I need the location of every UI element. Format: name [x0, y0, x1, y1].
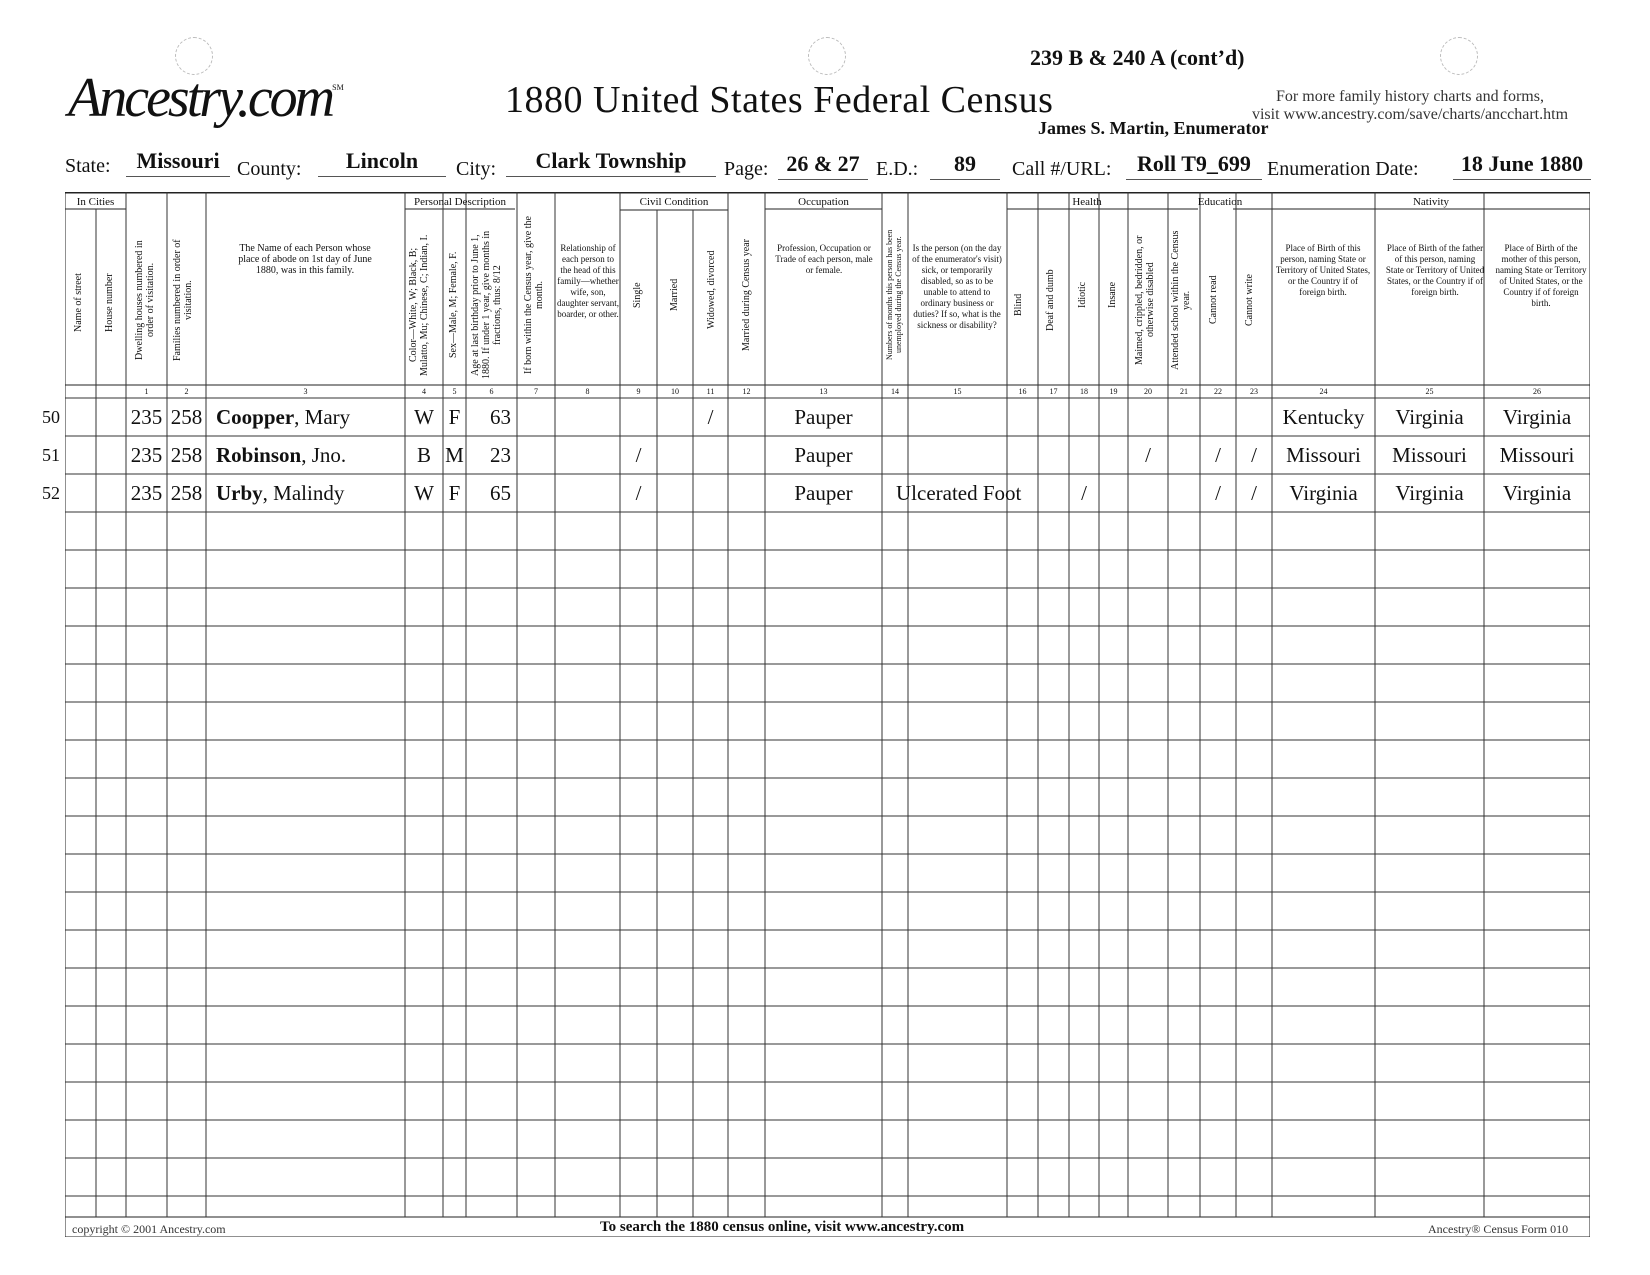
married-mark [657, 474, 693, 512]
page-title: 1880 United States Federal Census [505, 79, 1054, 121]
widowed-mark [693, 474, 728, 512]
cannot-write-mark: / [1251, 481, 1257, 505]
column-number: 8 [585, 387, 590, 396]
age-value: 65 [490, 481, 511, 505]
dwelling-number: 235 [130, 481, 163, 505]
idiotic-mark: / [1081, 481, 1087, 505]
occupation-value: Pauper [794, 405, 853, 429]
column-number: 2 [184, 387, 189, 396]
occupation-value: Pauper [794, 443, 853, 467]
column-number: 18 [1080, 387, 1088, 396]
group-in-cities: In Cities [76, 196, 115, 208]
col-header-5: Sex—Male, M; Female, F. [448, 251, 459, 359]
single-mark [620, 398, 657, 436]
county-label: County: [237, 158, 302, 180]
cannot-read-mark: / [1215, 443, 1221, 467]
line-number: 52 [42, 483, 60, 503]
column-number: 4 [422, 387, 426, 396]
family-number: 258 [170, 481, 203, 505]
column-number: 22 [1214, 387, 1222, 396]
column-number: 26 [1533, 387, 1541, 396]
given-name: , Jno. [301, 443, 347, 467]
page-reference: 239 B & 240 A (cont’d) [1030, 45, 1245, 70]
single-mark: / [635, 443, 642, 467]
married-mark [657, 398, 693, 436]
col-header-11: Widowed, divorced [706, 250, 717, 330]
group-civil-condition: Civil Condition [639, 196, 709, 208]
date-value: 18 June 1880 [1453, 152, 1591, 180]
age-value: 63 [490, 405, 511, 429]
group-education: Education [1197, 196, 1243, 208]
copyright-text: copyright © 2001 Ancestry.com [72, 1222, 226, 1236]
census-grid [65, 192, 1590, 1237]
col-header-1: Dwelling houses numbered in order of visitation. [134, 240, 156, 360]
father-birthplace-value: Virginia [1395, 405, 1464, 429]
column-number: 3 [303, 387, 308, 396]
sickness-value: Ulcerated Foot [896, 481, 1022, 505]
col-header-10: Married [669, 278, 680, 312]
widowed-mark: / [707, 405, 714, 429]
state-value: Missouri [126, 149, 230, 177]
surname: Urby [216, 481, 263, 505]
father-birthplace-value: Missouri [1392, 443, 1467, 467]
birthplace-value: Kentucky [1282, 405, 1365, 429]
cannot-read-mark: / [1215, 481, 1221, 505]
maimed-mark [1128, 474, 1168, 512]
column-number: 7 [534, 387, 538, 396]
city-value: Clark Township [506, 149, 716, 177]
sex-value: F [448, 405, 461, 429]
ancestry-logo: Ancestry.com℠ [68, 67, 344, 129]
col-header-13: Profession, Occupation or Trade of each person, male or female. [775, 243, 873, 275]
column-number: 9 [636, 387, 641, 396]
col-header-14: Numbers of months this person has been unemployed during the Census year. [885, 229, 903, 361]
form-number: Ancestry® Census Form 010 [1428, 1222, 1569, 1236]
column-number: 15 [953, 387, 962, 396]
col-header-20: Maimed, crippled, bedridden, or otherwise disabled [1134, 235, 1156, 365]
dwelling-number: 235 [130, 443, 163, 467]
family-number: 258 [170, 443, 203, 467]
search-promo: To search the 1880 census online, visit www.ancestry.com [600, 1219, 965, 1235]
col-header-2: Families numbered in order of visitation. [172, 239, 194, 361]
color-value: W [414, 481, 434, 505]
date-label: Enumeration Date: [1267, 158, 1419, 180]
color-value: B [416, 443, 431, 467]
col-header-house: House number [104, 273, 115, 332]
page-value: 26 & 27 [778, 152, 868, 180]
county-value: Lincoln [318, 149, 446, 177]
promo-text: For more family history charts and forms, visit www.ancestry.com/save/charts/ancchart.htm [1251, 88, 1569, 123]
father-birthplace-value: Virginia [1395, 481, 1464, 505]
col-header-15: Is the person (on the day of the enumerator's visit) sick, or temporarily disabled, so as to be unable to attend to ordinary business or duties? If so, what is the sickness or disability? [912, 243, 1002, 330]
line-number: 50 [42, 407, 60, 427]
call-label: Call #/URL: [1012, 158, 1112, 180]
birthplace-value: Virginia [1289, 481, 1358, 505]
col-header-9: Single [632, 282, 643, 308]
ed-label: E.D.: [876, 158, 919, 180]
col-header-24: Place of Birth of this person, naming State or Territory of United States, or the Country if of foreign birth. [1275, 243, 1371, 297]
column-number: 11 [706, 387, 715, 396]
surname: Robinson [216, 443, 302, 467]
col-header-4: Color—White, W; Black, B; Mulatto, Mu; Chinese, C; Indian, I. [408, 234, 430, 376]
sex-value: F [448, 481, 461, 505]
col-header-25: Place of Birth of the father of this person, naming State or Territory of United States, or the Country if of foreign birth. [1385, 243, 1485, 297]
enumerator-name: James S. Martin, Enumerator [1038, 118, 1269, 138]
widowed-mark [693, 436, 728, 474]
dwelling-number: 235 [130, 405, 163, 429]
page-label: Page: [724, 158, 769, 180]
cannot-write-mark: / [1251, 443, 1257, 467]
group-nativity: Nativity [1412, 196, 1450, 208]
col-header-16: Blind [1013, 293, 1024, 317]
column-number: 5 [452, 387, 457, 396]
mother-birthplace-value: Missouri [1499, 443, 1575, 467]
col-header-street: Name of street [73, 273, 84, 332]
group-health: Health [1072, 196, 1102, 208]
col-header-21: Attended school within the Census year. [1170, 230, 1192, 370]
call-value: Roll T9_699 [1126, 152, 1262, 180]
sex-value: M [445, 443, 464, 467]
line-number: 51 [42, 445, 60, 465]
color-value: W [414, 405, 434, 429]
column-number: 23 [1250, 387, 1258, 396]
given-name: , Mary [294, 405, 351, 429]
column-number: 13 [819, 387, 828, 396]
occupation-value: Pauper [794, 481, 853, 505]
mother-birthplace-value: Virginia [1502, 481, 1572, 505]
col-header-18: Idiotic [1077, 281, 1088, 309]
single-mark: / [635, 481, 642, 505]
col-header-22: Cannot read [1208, 275, 1219, 325]
col-header-12: Married during Census year [741, 239, 752, 351]
birthplace-value: Missouri [1286, 443, 1361, 467]
married-mark [657, 436, 693, 474]
col-header-23: Cannot write [1244, 274, 1255, 326]
column-number: 19 [1109, 387, 1118, 396]
punch-hole-center [808, 37, 846, 75]
column-number: 12 [742, 387, 751, 396]
cannot-read-mark [1200, 398, 1236, 436]
person-name [216, 436, 346, 474]
person-name [216, 398, 350, 436]
mother-birthplace-value: Virginia [1502, 405, 1572, 429]
col-header-26: Place of Birth of the mother of this person, naming State or Territory of United States, or the Country if of foreign birth. [1495, 243, 1587, 308]
person-name [216, 474, 344, 512]
city-label: City: [456, 158, 497, 180]
col-header-7: If born within the Census year, give the month. [523, 216, 545, 374]
column-number: 20 [1144, 387, 1152, 396]
col-header-17: Deaf and dumb [1045, 269, 1056, 331]
maimed-mark: / [1145, 443, 1151, 467]
column-number: 1 [144, 387, 149, 396]
col-header-6: Age at last birthday prior to June 1, 1880. If under 1 year, give months in fractions, thus: 8/12 [470, 230, 503, 380]
family-number: 258 [170, 405, 203, 429]
col-header-3: The Name of each Person whose place of abode on 1st day of June 1880, was in this family. [238, 243, 372, 276]
surname: Coopper [216, 405, 295, 429]
idiotic-mark [1069, 398, 1099, 436]
punch-hole-right [1440, 37, 1478, 75]
state-label: State: [65, 155, 111, 177]
group-occupation: Occupation [798, 196, 849, 208]
cannot-write-mark [1236, 398, 1272, 436]
column-number: 10 [671, 387, 679, 396]
age-value: 23 [490, 443, 511, 467]
column-number: 25 [1425, 387, 1434, 396]
group-personal-description: Personal Description [414, 196, 506, 208]
column-number: 6 [489, 387, 494, 396]
ed-value: 89 [930, 152, 1000, 180]
column-number: 17 [1049, 387, 1058, 396]
idiotic-mark [1069, 436, 1099, 474]
column-number: 24 [1319, 387, 1328, 396]
column-number: 14 [891, 387, 899, 396]
column-number: 16 [1018, 387, 1027, 396]
col-header-19: Insane [1107, 281, 1118, 309]
given-name: , Malindy [262, 481, 345, 505]
column-number: 21 [1180, 387, 1188, 396]
maimed-mark [1128, 398, 1168, 436]
col-header-8: Relationship of each person to the head of this family—whether wife, son, daughter servant, boarder, or other. [557, 243, 619, 319]
